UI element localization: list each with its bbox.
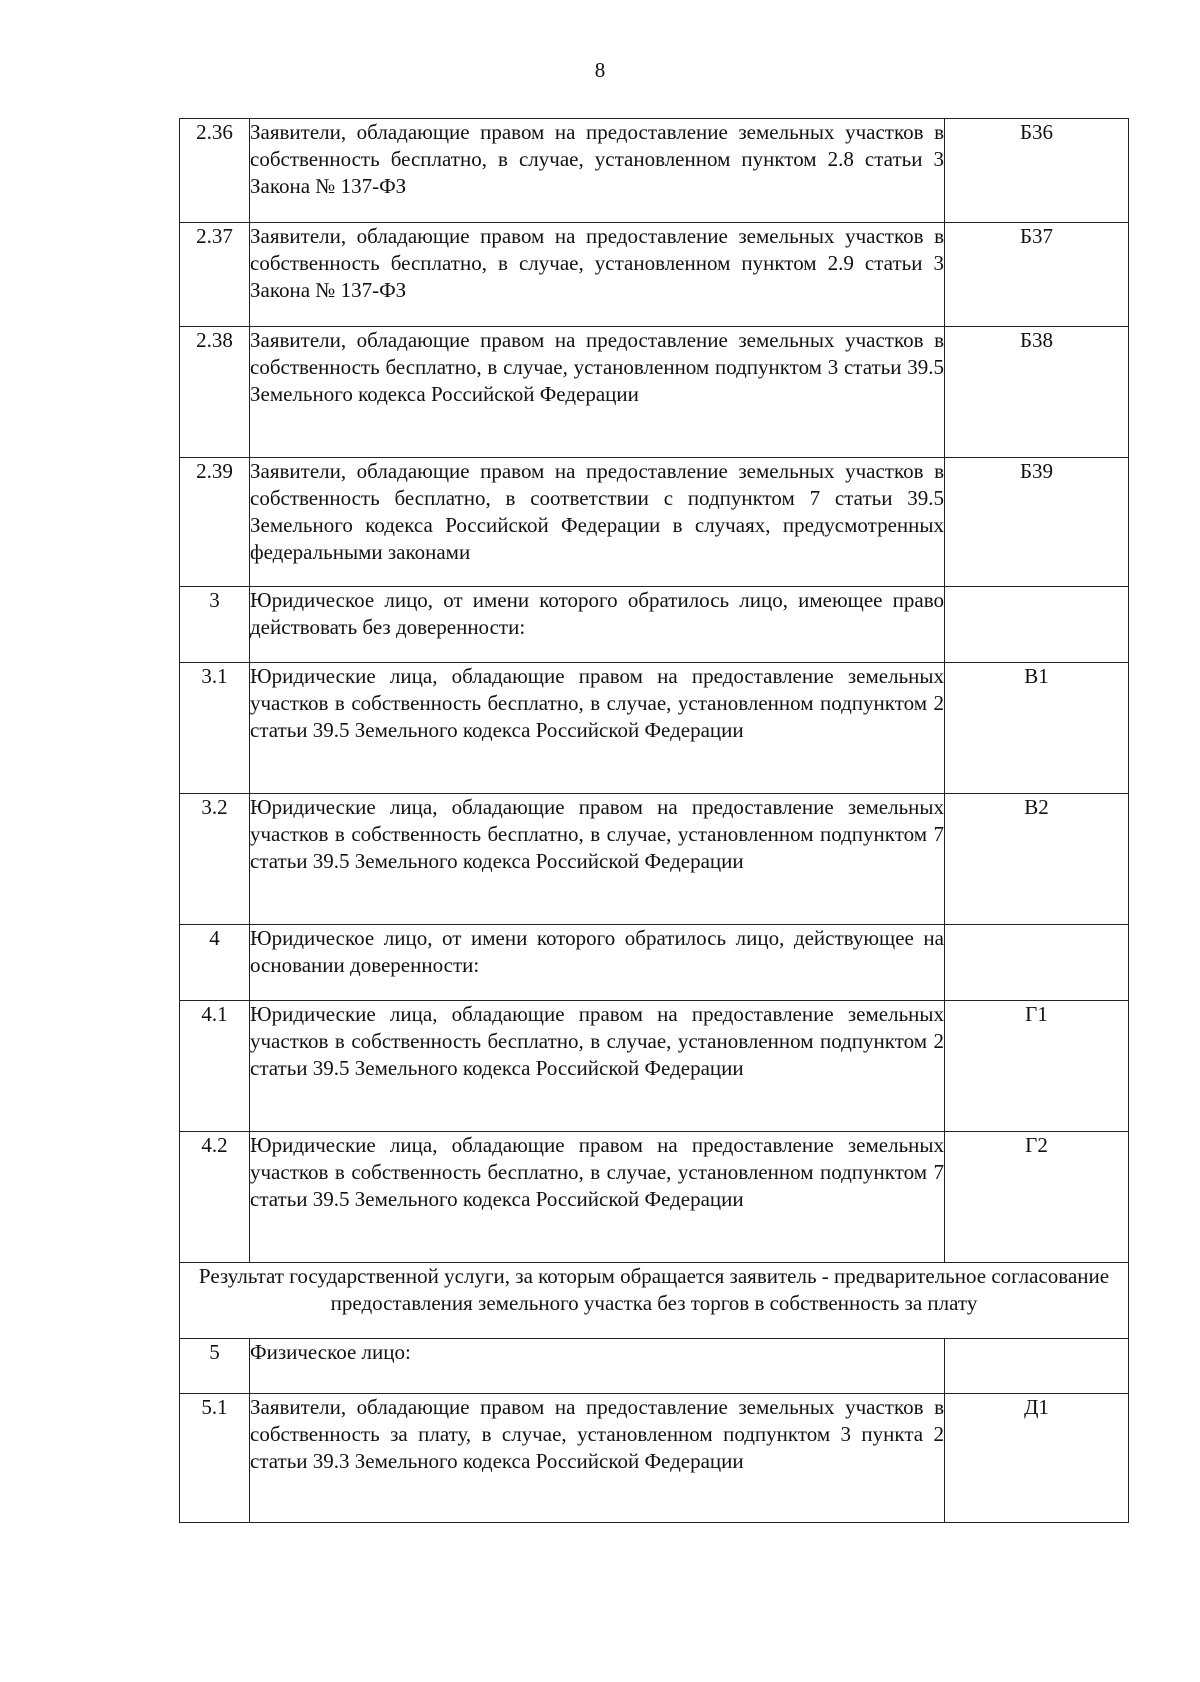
table-row <box>180 1001 1129 1132</box>
table-row <box>180 1394 1129 1523</box>
row-code: Д1 <box>945 1394 1129 1523</box>
table-row <box>180 587 1129 663</box>
page-number: 8 <box>594 58 606 82</box>
table-row <box>180 223 1129 327</box>
row-number: 4.2 <box>180 1132 250 1263</box>
section-heading: Результат государственной услуги, за которым обращается заявитель - предварительное согласование предоставления земельного участка без торгов в собственность за плату <box>180 1263 1129 1339</box>
table-body <box>180 119 1129 1523</box>
row-number: 5.1 <box>180 1394 250 1523</box>
row-description: Заявители, обладающие правом на предоставление земельных участков в собственность за плату, в случае, установленном подпунктом 3 пункта 2 статьи 39.3 Земельного кодекса Российской Федерации <box>250 1394 945 1523</box>
row-description: Физическое лицо: <box>250 1339 945 1394</box>
row-number: 2.37 <box>180 223 250 327</box>
applicants-table <box>179 118 1129 1523</box>
row-code <box>945 1339 1129 1394</box>
table-row <box>180 794 1129 925</box>
row-code: В1 <box>945 663 1129 794</box>
row-number: 4 <box>180 925 250 1001</box>
row-code: Г1 <box>945 1001 1129 1132</box>
row-description: Заявители, обладающие правом на предоставление земельных участков в собственность бесплатно, в случае, установленном пунктом 2.9 статьи 3 Закона № 137-ФЗ <box>250 223 945 327</box>
row-code: Б36 <box>945 119 1129 223</box>
row-description: Юридическое лицо, от имени которого обратилось лицо, действующее на основании доверенности: <box>250 925 945 1001</box>
row-description: Юридическое лицо, от имени которого обратилось лицо, имеющее право действовать без доверенности: <box>250 587 945 663</box>
table-row <box>180 458 1129 587</box>
row-description: Заявители, обладающие правом на предоставление земельных участков в собственность бесплатно, в случае, установленном пунктом 2.8 статьи 3 Закона № 137-ФЗ <box>250 119 945 223</box>
row-number: 2.36 <box>180 119 250 223</box>
row-description: Юридические лица, обладающие правом на предоставление земельных участков в собственность бесплатно, в случае, установленном подпунктом 7 статьи 39.5 Земельного кодекса Российской Федерации <box>250 1132 945 1263</box>
row-description: Заявители, обладающие правом на предоставление земельных участков в собственность бесплатно, в соответствии с подпунктом 7 статьи 39.5 Земельного кодекса Российской Федерации в случаях, предусмотренных федеральными законами <box>250 458 945 587</box>
row-code <box>945 587 1129 663</box>
table-row <box>180 119 1129 223</box>
row-code: Б38 <box>945 327 1129 458</box>
table-row <box>180 925 1129 1001</box>
row-code: Б39 <box>945 458 1129 587</box>
table-row <box>180 327 1129 458</box>
row-number: 4.1 <box>180 1001 250 1132</box>
row-number: 3.2 <box>180 794 250 925</box>
row-number: 2.39 <box>180 458 250 587</box>
row-number: 5 <box>180 1339 250 1394</box>
row-code: Б37 <box>945 223 1129 327</box>
table-row <box>180 663 1129 794</box>
row-description: Юридические лица, обладающие правом на предоставление земельных участков в собственность бесплатно, в случае, установленном подпунктом 2 статьи 39.5 Земельного кодекса Российской Федерации <box>250 1001 945 1132</box>
row-description: Юридические лица, обладающие правом на предоставление земельных участков в собственность бесплатно, в случае, установленном подпунктом 2 статьи 39.5 Земельного кодекса Российской Федерации <box>250 663 945 794</box>
table-row <box>180 1132 1129 1263</box>
row-description: Заявители, обладающие правом на предоставление земельных участков в собственность бесплатно, в случае, установленном подпунктом 3 статьи 39.5 Земельного кодекса Российской Федерации <box>250 327 945 458</box>
row-number: 3.1 <box>180 663 250 794</box>
row-description: Юридические лица, обладающие правом на предоставление земельных участков в собственность бесплатно, в случае, установленном подпунктом 7 статьи 39.5 Земельного кодекса Российской Федерации <box>250 794 945 925</box>
row-number: 3 <box>180 587 250 663</box>
row-code: Г2 <box>945 1132 1129 1263</box>
table-row <box>180 1339 1129 1394</box>
section-heading-row <box>180 1263 1129 1339</box>
row-code: В2 <box>945 794 1129 925</box>
row-code <box>945 925 1129 1001</box>
row-number: 2.38 <box>180 327 250 458</box>
